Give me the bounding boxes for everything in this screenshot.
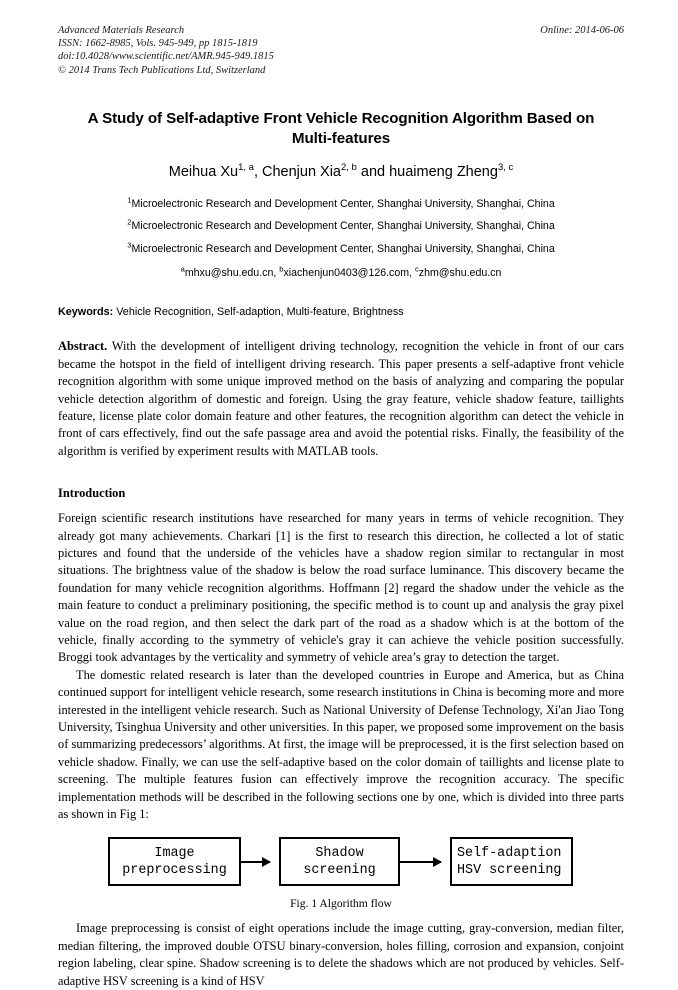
flow-box-2-line-2: screening xyxy=(303,862,376,878)
author-list xyxy=(58,162,624,182)
flow-box-1-line-1: Image xyxy=(154,845,195,861)
author-separator-2: and xyxy=(356,163,390,180)
page-title xyxy=(58,109,624,149)
author-2-name: Chenjun Xia xyxy=(262,163,341,180)
journal-name: Advanced Materials Research xyxy=(58,25,185,36)
author-1-marker: 1, a xyxy=(238,161,254,173)
email-2-marker: b xyxy=(279,264,284,274)
keywords-line xyxy=(58,305,624,320)
flow-box-1-line-2: preprocessing xyxy=(122,862,227,878)
affiliation-1-text: Microelectronic Research and Development Center, Shanghai University, Shanghai, China xyxy=(131,197,555,210)
journal-doi: doi:10.4028/www.scientific.net/AMR.945-949.1815 xyxy=(58,51,274,63)
author-2-marker: 2, b xyxy=(341,161,357,173)
author-3-marker: 3, c xyxy=(497,161,514,173)
figure-1 xyxy=(58,837,624,911)
keywords-value: Vehicle Recognition, Self-adaption, Multi-feature, Brightness xyxy=(113,306,404,319)
journal-issn: ISSN: 1662-8985, Vols. 945-949, pp 1815-1819 xyxy=(58,38,258,50)
author-separator-1: , xyxy=(253,163,262,180)
keywords-label: Keywords: xyxy=(58,306,114,319)
introduction-paragraph-3: Image preprocessing is consist of eight operations include the image cutting, gray-conversion, median filter, median filtering, the improved double OTSU binary-conversion, holes filling, corrosion and expansion, conjoint region labeling, clear spine. Shadow screening is to delete the shadows which are not produced by vehicles. Self-adaptive HSV screening is a kind of HSV xyxy=(58,921,624,988)
email-2[interactable]: xiachenjun0403@126.com, xyxy=(283,267,415,280)
introduction-paragraph-1: Foreign scientific research institutions have researched for many years in terms of vehicle recognition. They already got many achievements. Charkari [1] is the first to research this direction, he collected a lot of static pictures and found that the underside of the vehicles have a shadow region similar to rectangular in most situations. The brightness value of the shadow is below the road surface luminance. This discovery became the foundation for many vehicle recognition algorithms. Hoffmann [2] regard the shadow under the vehicle as the main feature to conduct a preliminary positioning, the specific method is to count up and analysis the gray pixel value on the road region, and then select the dark part of the road as a shadow which is at the bottom of the vehicle, finally according to the symmetry of vehicle's gray it can achieve the vehicle position successfully. Broggi took advantages by the verticality and symmetry of vehicle area’s gray to detection the target. xyxy=(58,511,624,665)
affiliation-2 xyxy=(58,215,624,238)
page-content xyxy=(58,24,624,990)
affiliation-1-marker: 1 xyxy=(127,195,132,205)
algorithm-flow-diagram xyxy=(58,837,624,893)
flow-box-3-line-1: Self-adaption xyxy=(457,845,562,861)
section-heading-introduction: Introduction xyxy=(58,486,126,501)
email-3[interactable]: zhm@shu.edu.cn xyxy=(418,267,502,280)
author-emails xyxy=(58,265,624,281)
abstract-label: Abstract. xyxy=(58,339,108,354)
flow-arrow-1-icon xyxy=(241,861,270,863)
affiliation-3-text: Microelectronic Research and Development Center, Shanghai University, Shanghai, China xyxy=(131,242,555,255)
affiliation-3 xyxy=(58,238,624,261)
journal-header-left xyxy=(58,24,488,77)
abstract-paragraph xyxy=(58,338,624,460)
online-date: Online: 2014-06-06 xyxy=(540,25,624,36)
flow-arrow-2-icon xyxy=(400,861,441,863)
figure-1-caption: Fig. 1 Algorithm flow xyxy=(290,897,392,911)
affiliation-list xyxy=(58,193,624,261)
affiliation-3-marker: 3 xyxy=(127,240,132,250)
abstract-text: With the development of intelligent driving technology, recognition the vehicle in front of our cars became the hotspot in the field of intelligent driving research. This paper presents a self-adaptive front vehicle recognition algorithm with some unique improved method on the basis of analyzing and comparing the popular vehicle detection algorithm of domestic and foreign. Using the gray feature, vehicle shadow feature, taillights feature, license plate color domain feature and other features, the recognition algorithm can detect the vehicle in front of cars effectively, find out the safe passage area and avoid the potential risks. Finally, the feasibility of the algorithm is verified by experiment results with MATLAB tools. xyxy=(58,339,624,458)
email-1[interactable]: mhxu@shu.edu.cn, xyxy=(184,267,280,280)
author-3-name: huaimeng Zheng xyxy=(389,163,498,180)
journal-copyright: © 2014 Trans Tech Publications Ltd, Switzerland xyxy=(58,64,266,76)
flow-box-3-line-2: HSV screening xyxy=(457,862,562,878)
introduction-paragraph-2: The domestic related research is later than the developed countries in Europe and America, but as China continued support for intelligent vehicle research, some research institutions in China is becoming more and more interested in the intelligent vehicle research. Such as National University of Defense Technology, Xi'an Jiao Tong University, Tsinghua University and other universities. In this paper, we proposed some improvement on the basis of summarizing predecessors’ algorithms. At first, the image will be preprocessed, it is the first selection based on vehicle shadow. Finally, we can use the self-adaptive based on the color domain of taillights and license plate to screening. The multiple features fusion can effectively improve the recognition accuracy. The specific implementation methods will be described in the following sections one by one, which is divided into three parts as shown in Fig 1: xyxy=(58,667,624,822)
journal-header xyxy=(58,24,624,77)
affiliation-1 xyxy=(58,193,624,216)
author-1-name: Meihua Xu xyxy=(168,163,239,180)
flow-box-shadow-screening xyxy=(279,837,400,886)
title-line-2: Multi-features xyxy=(291,129,391,147)
email-3-marker: c xyxy=(414,264,419,274)
title-line-1: A Study of Self-adaptive Front Vehicle Recognition Algorithm Based on xyxy=(87,109,595,127)
flow-box-image-preprocessing xyxy=(108,837,241,886)
affiliation-2-marker: 2 xyxy=(127,217,132,227)
flow-box-self-adaption-hsv-screening xyxy=(450,837,573,886)
affiliation-2-text: Microelectronic Research and Development Center, Shanghai University, Shanghai, China xyxy=(131,220,555,233)
flow-box-2-line-1: Shadow xyxy=(315,845,364,861)
email-1-marker: a xyxy=(180,264,185,274)
